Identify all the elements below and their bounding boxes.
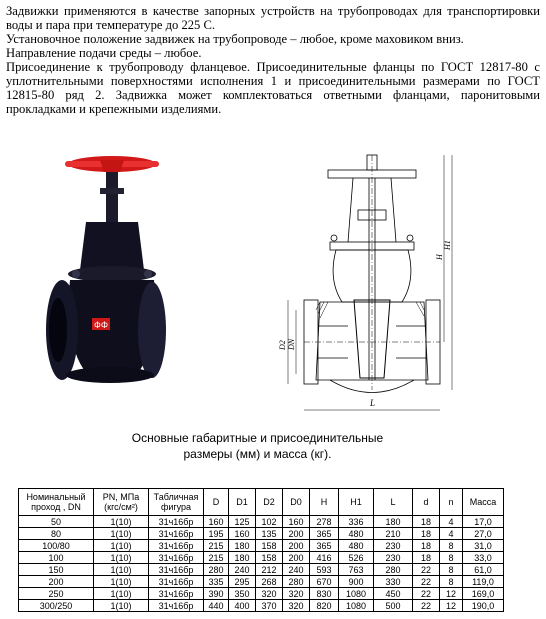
intro-paragraph-3: Направление подачи среды – любое. xyxy=(6,46,202,60)
table-row xyxy=(19,540,504,552)
caption-line-1: Основные габаритные и присоединительные xyxy=(131,431,384,445)
table-cell: 500 xyxy=(374,600,413,612)
table-row xyxy=(19,552,504,564)
table-cell: 180 xyxy=(229,552,256,564)
table-cell: 1(10) xyxy=(94,552,149,564)
table-cell: 160 xyxy=(229,528,256,540)
table-cell: 4 xyxy=(440,516,463,528)
table-header-cell: Табличная фигура xyxy=(149,489,204,516)
table-cell: 830 xyxy=(310,588,339,600)
drawing-label-d2: D2 xyxy=(278,340,287,350)
table-cell: 763 xyxy=(339,564,374,576)
table-cell: 280 xyxy=(204,564,229,576)
table-header-cell: H1 xyxy=(339,489,374,516)
table-cell: 31ч16бр xyxy=(149,588,204,600)
table-cell: 61,0 xyxy=(463,564,504,576)
table-row xyxy=(19,564,504,576)
table-cell: 240 xyxy=(229,564,256,576)
table-cell: 31ч16бр xyxy=(149,600,204,612)
table-header-cell: Номинальный проход , DN xyxy=(19,489,94,516)
table-cell: 320 xyxy=(283,600,310,612)
table-cell: 400 xyxy=(229,600,256,612)
table-cell: 33,0 xyxy=(463,552,504,564)
table-cell: 526 xyxy=(339,552,374,564)
table-header-cell: n xyxy=(440,489,463,516)
table-cell: 278 xyxy=(310,516,339,528)
table-cell: 350 xyxy=(229,588,256,600)
table-cell: 12 xyxy=(440,588,463,600)
table-cell: 18 xyxy=(413,528,440,540)
drawing-label-dn: DN xyxy=(287,338,296,350)
table-row xyxy=(19,588,504,600)
table-cell: 190,0 xyxy=(463,600,504,612)
table-cell: 31ч16бр xyxy=(149,516,204,528)
table-cell: 180 xyxy=(229,540,256,552)
table-header-cell: H xyxy=(310,489,339,516)
table-header-row xyxy=(19,489,504,516)
dimensions-table xyxy=(18,488,504,612)
caption-line-2: размеры (мм) и масса (кг). xyxy=(183,447,332,461)
table-cell: 160 xyxy=(283,516,310,528)
drawing-label-h1: H1 xyxy=(443,240,452,250)
table-cell: 593 xyxy=(310,564,339,576)
table-cell: 169,0 xyxy=(463,588,504,600)
table-cell: 180 xyxy=(374,516,413,528)
table-row xyxy=(19,576,504,588)
table-cell: 17,0 xyxy=(463,516,504,528)
table-cell: 31ч16бр xyxy=(149,552,204,564)
intro-text xyxy=(6,4,540,116)
table-cell: 1080 xyxy=(339,588,374,600)
table-cell: 31ч16бр xyxy=(149,540,204,552)
table-header-cell: D1 xyxy=(229,489,256,516)
table-cell: 200 xyxy=(283,540,310,552)
table-cell: 125 xyxy=(229,516,256,528)
table-cell: 440 xyxy=(204,600,229,612)
table-row xyxy=(19,516,504,528)
table-cell: 50 xyxy=(19,516,94,528)
table-header-cell: L xyxy=(374,489,413,516)
table-cell: 900 xyxy=(339,576,374,588)
table-cell: 480 xyxy=(339,540,374,552)
table-cell: 102 xyxy=(256,516,283,528)
table-caption xyxy=(100,430,415,462)
table-cell: 80 xyxy=(19,528,94,540)
table-cell: 1(10) xyxy=(94,516,149,528)
intro-paragraph-2: Установочное положение задвижек на трубопроводе – любое, кроме маховиком вниз. xyxy=(6,32,464,46)
table-cell: 135 xyxy=(256,528,283,540)
table-cell: 22 xyxy=(413,588,440,600)
valve-drawing xyxy=(258,150,458,420)
table-cell: 12 xyxy=(440,600,463,612)
table-cell: 1080 xyxy=(339,600,374,612)
table-cell: 330 xyxy=(374,576,413,588)
table-cell: 320 xyxy=(283,588,310,600)
valve-photo xyxy=(40,150,170,415)
table-cell: 31ч16бр xyxy=(149,528,204,540)
table-cell: 27,0 xyxy=(463,528,504,540)
table-cell: 820 xyxy=(310,600,339,612)
table-cell: 200 xyxy=(19,576,94,588)
table-cell: 230 xyxy=(374,540,413,552)
table-header-cell: d xyxy=(413,489,440,516)
table-cell: 18 xyxy=(413,516,440,528)
table-header-cell: PN, МПа (кгс/см²) xyxy=(94,489,149,516)
table-cell: 22 xyxy=(413,564,440,576)
table-cell: 1(10) xyxy=(94,576,149,588)
table-header-cell: D0 xyxy=(283,489,310,516)
table-cell: 365 xyxy=(310,540,339,552)
table-cell: 18 xyxy=(413,540,440,552)
table-cell: 158 xyxy=(256,552,283,564)
table-cell: 230 xyxy=(374,552,413,564)
table-cell: 480 xyxy=(339,528,374,540)
table-cell: 210 xyxy=(374,528,413,540)
table-cell: 295 xyxy=(229,576,256,588)
table-cell: 31,0 xyxy=(463,540,504,552)
table-row xyxy=(19,600,504,612)
table-cell: 4 xyxy=(440,528,463,540)
table-cell: 300/250 xyxy=(19,600,94,612)
table-cell: 215 xyxy=(204,552,229,564)
table-cell: 8 xyxy=(440,552,463,564)
table-cell: 8 xyxy=(440,564,463,576)
table-cell: 200 xyxy=(283,528,310,540)
table-cell: 22 xyxy=(413,576,440,588)
table-cell: 195 xyxy=(204,528,229,540)
table-cell: 370 xyxy=(256,600,283,612)
table-cell: 18 xyxy=(413,552,440,564)
table-cell: 150 xyxy=(19,564,94,576)
table-cell: 240 xyxy=(283,564,310,576)
table-cell: 365 xyxy=(310,528,339,540)
table-cell: 22 xyxy=(413,600,440,612)
table-cell: 8 xyxy=(440,576,463,588)
table-cell: 100 xyxy=(19,552,94,564)
table-cell: 1(10) xyxy=(94,528,149,540)
drawing-label-l: L xyxy=(370,398,376,408)
table-cell: 335 xyxy=(204,576,229,588)
table-cell: 450 xyxy=(374,588,413,600)
table-cell: 670 xyxy=(310,576,339,588)
table-header-cell: Масса xyxy=(463,489,504,516)
drawing-label-h: H xyxy=(435,254,444,260)
intro-paragraph-1: Задвижки применяются в качестве запорных устройств на трубопроводах для транспортировки воды и пара при температуре до 225 С. xyxy=(6,4,540,32)
table-cell: 31ч16бр xyxy=(149,564,204,576)
table-cell: 100/80 xyxy=(19,540,94,552)
table-cell: 1(10) xyxy=(94,540,149,552)
table-row xyxy=(19,528,504,540)
table-cell: 1(10) xyxy=(94,564,149,576)
table-cell: 1(10) xyxy=(94,588,149,600)
table-cell: 250 xyxy=(19,588,94,600)
table-cell: 268 xyxy=(256,576,283,588)
table-cell: 200 xyxy=(283,552,310,564)
table-cell: 158 xyxy=(256,540,283,552)
table-cell: 119,0 xyxy=(463,576,504,588)
table-cell: 336 xyxy=(339,516,374,528)
table-header-cell: D xyxy=(204,489,229,516)
table-cell: 160 xyxy=(204,516,229,528)
table-cell: 390 xyxy=(204,588,229,600)
table-cell: 212 xyxy=(256,564,283,576)
table-cell: 280 xyxy=(283,576,310,588)
table-header-cell: D2 xyxy=(256,489,283,516)
table-cell: 215 xyxy=(204,540,229,552)
table-cell: 416 xyxy=(310,552,339,564)
table-cell: 31ч16бр xyxy=(149,576,204,588)
intro-paragraph-4: Присоединение к трубопроводу фланцевое. Присоединительные фланцы по ГОСТ 12817-80 с уплотнительными поверхностями исполнения 1 и присоединительными размерами по ГОСТ 12815-80 ряд 2. Задвижка может комплектоваться ответными фланцами, паронитовыми прокладками и крепежными изделиями. xyxy=(6,60,540,116)
table-cell: 1(10) xyxy=(94,600,149,612)
table-cell: 8 xyxy=(440,540,463,552)
svg-text:ФΦ: ФΦ xyxy=(93,320,109,330)
table-cell: 280 xyxy=(374,564,413,576)
table-cell: 320 xyxy=(256,588,283,600)
